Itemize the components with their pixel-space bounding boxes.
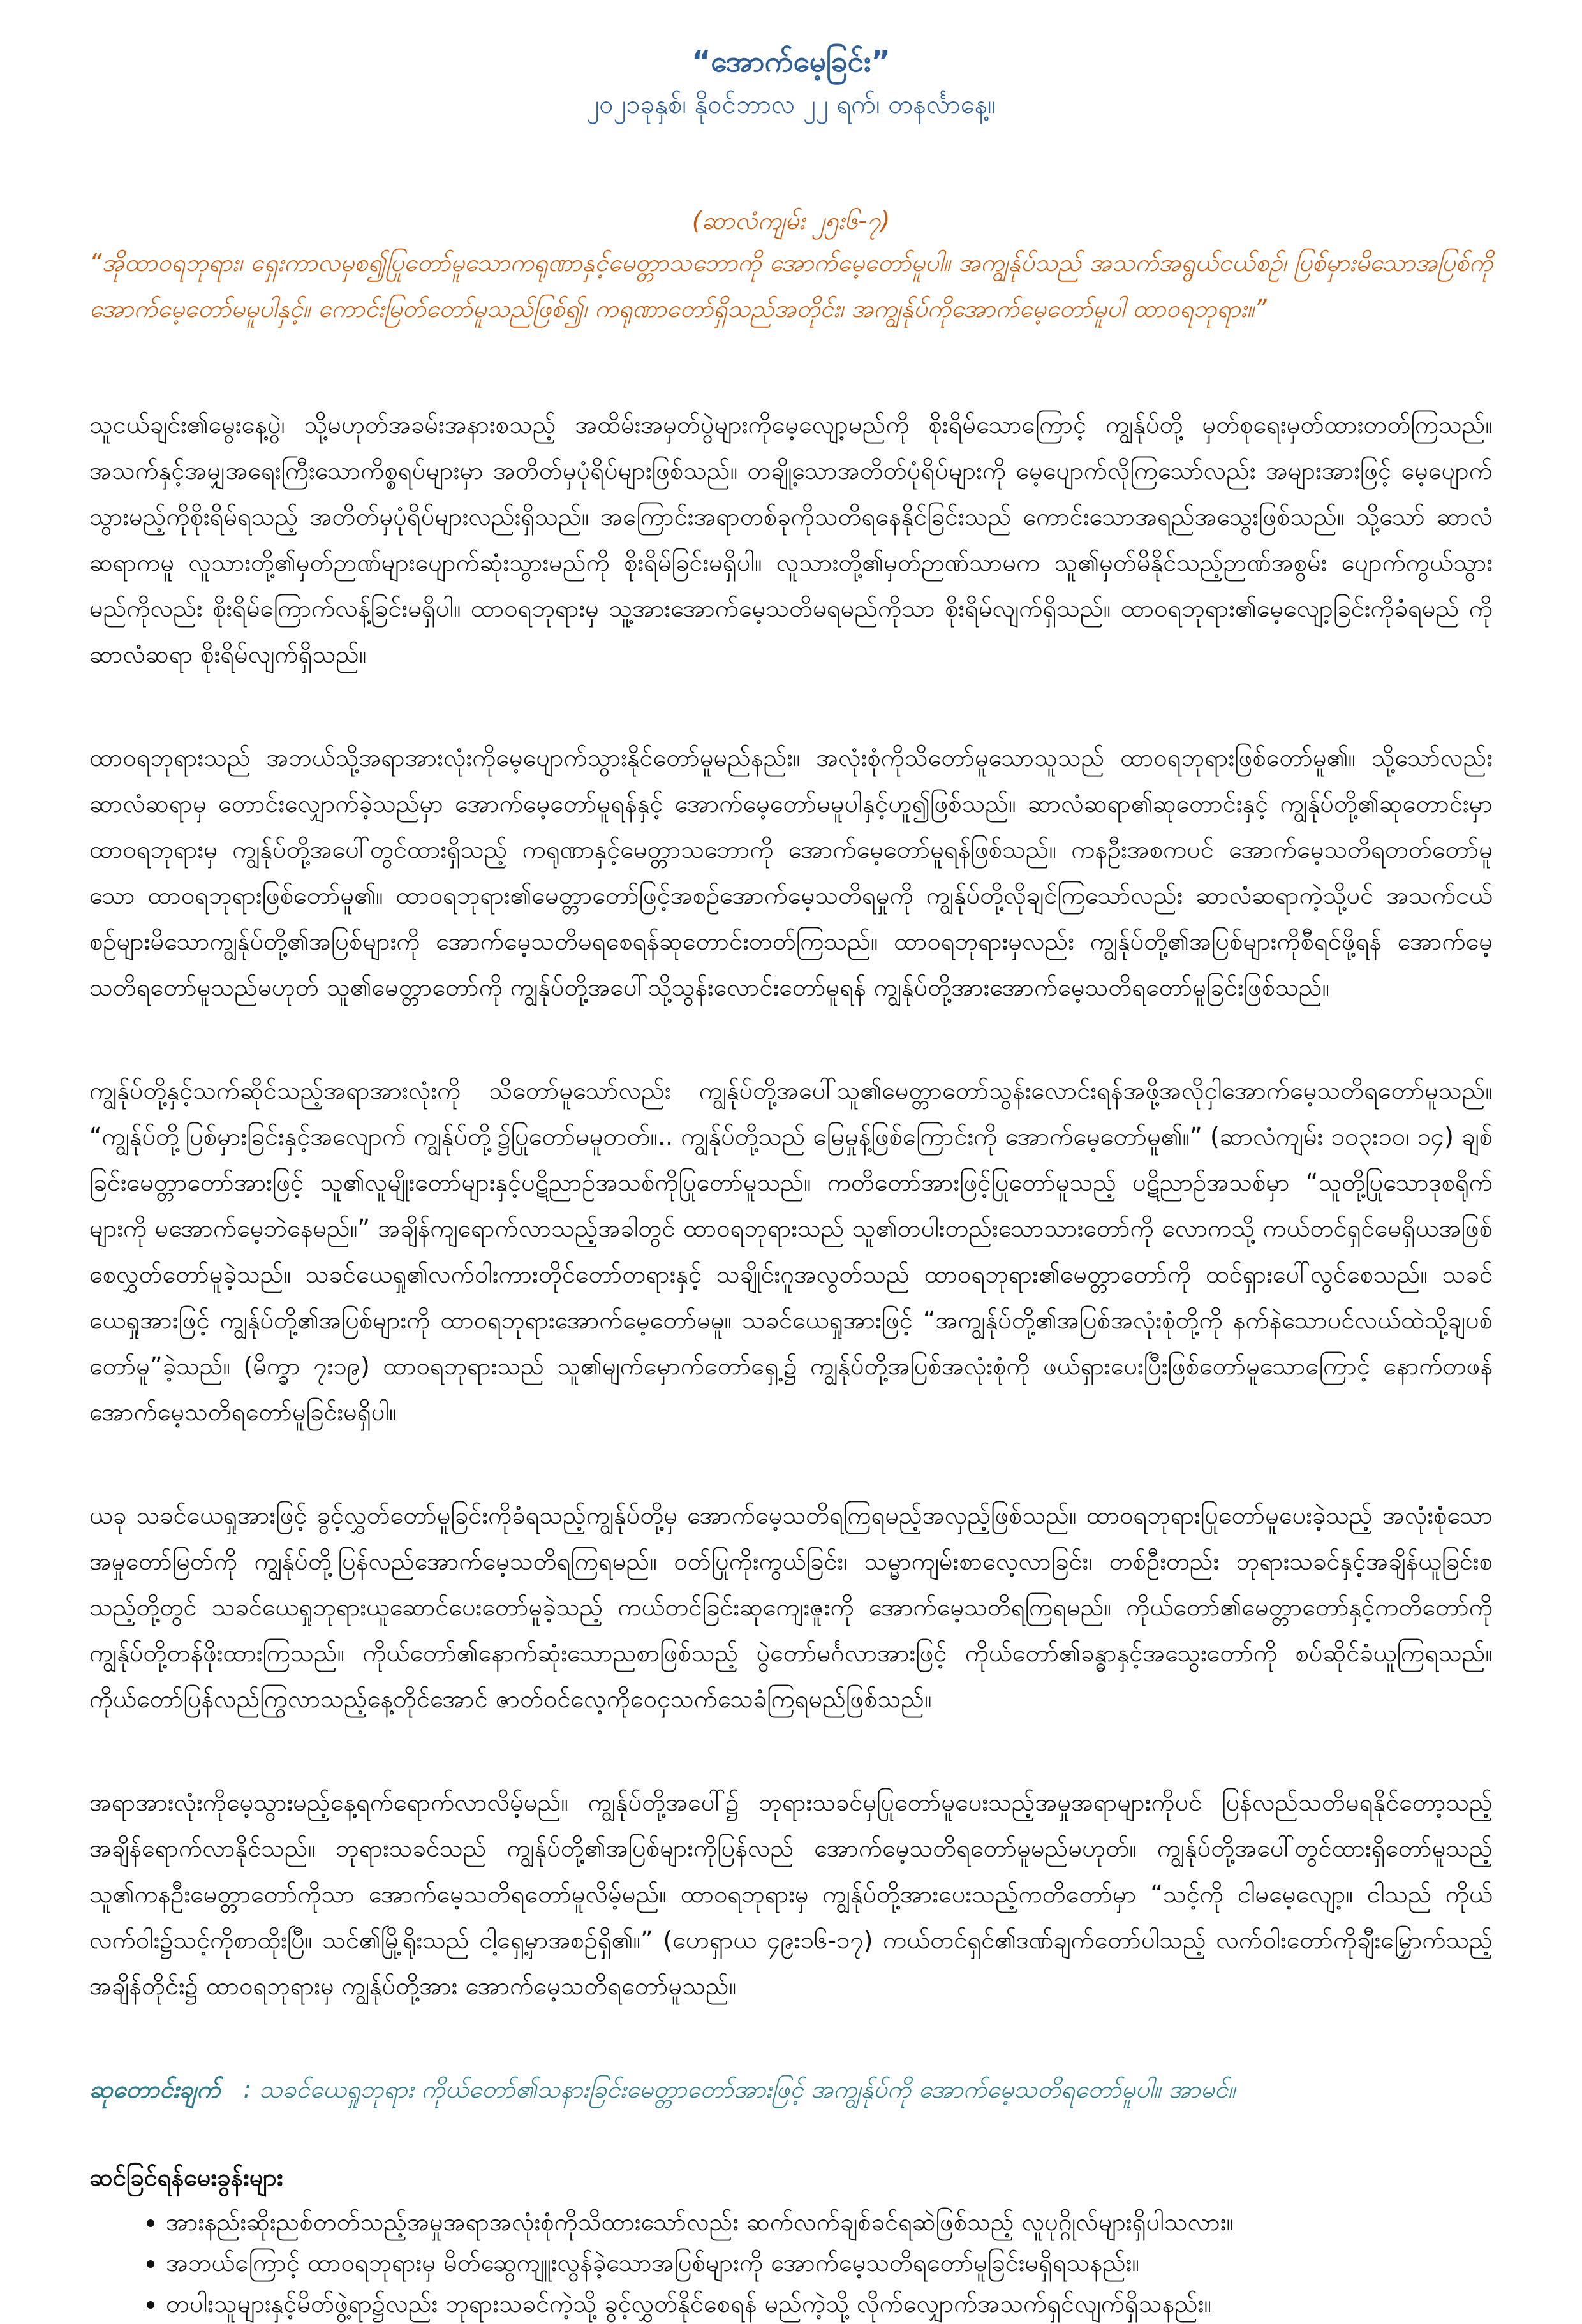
questions-list xyxy=(89,2202,1493,2324)
reflection-questions xyxy=(89,2157,1493,2324)
verse-block xyxy=(89,202,1493,332)
prayer-text: : သခင်ယေရှုဘုရား ကိုယ်တော်၏သနားခြင်းမေတ္တာတော်အားဖြင့် အကျွန်ုပ်ကို အောက်မေ့သတိရတော်မူပါ။ အာမင်။ xyxy=(243,2075,1236,2103)
questions-heading: ဆင်ခြင်ရန်မေးခွန်းများ xyxy=(89,2163,283,2191)
page-title: “အောက်မေ့ခြင်း” xyxy=(691,44,891,78)
paragraph: အရာအားလုံးကိုမေ့သွားမည့်နေ့ရက်ရောက်လာလိမ့်မည်။ ကျွန်ုပ်တို့အပေါ်၌ ဘုရားသခင်မှပြုတော်မူပေးသည့်အမှုအရာများကိုပင် ပြန်လည်သတိမရနိုင်တော့သည့် အချိန်ရောက်လာနိုင်သည်။ ဘုရားသခင်သည် ကျွန်ုပ်တို့၏အပြစ်များကိုပြန်လည် အောက်မေ့သတိရတော်မူမည်မဟုတ်။ ကျွန်ုပ်တို့အပေါ်တွင်ထားရှိတော်မူသည့် သူ၏ကနဦးမေတ္တာတော်ကိုသာ အောက်မေ့သတိရတော်မူလိမ့်မည်။ ထာဝရဘုရားမှ ကျွန်ုပ်တို့အားပေးသည့်ကတိတော်မှာ “သင့်ကို ငါမမေ့လျော့။ ငါသည် ကိုယ်လက်ဝါး၌သင့်ကိုစာထိုးပြီ။ သင်၏မြို့ရိုးသည် ငါ့ရှေ့မှာအစဉ်ရှိ၏။” (ဟေရှာယ ၄၉း၁၆-၁၇) ကယ်တင်ရှင်၏ဒဏ်ချက်တော်ပါသည့် လက်ဝါးတော်ကိုချီးမြှောက်သည့်အချိန်တိုင်း၌ ထာဝရဘုရားမှ ကျွန်ုပ်တို့အား အောက်မေ့သတိရတော်မူသည်။ xyxy=(89,1788,1493,2000)
question-item: • အဘယ်ကြောင့် ထာဝရဘုရားမှ မိတ်ဆွေကျူးလွန်ခဲ့သောအပြစ်များကို အောက်မေ့သတိရတော်မူခြင်းမရှိရသနည်း။ xyxy=(166,2242,1493,2283)
verse-reference: (ဆာလံကျမ်း ၂၅း၆-၇) xyxy=(691,207,891,235)
prayer-block xyxy=(89,2066,1493,2112)
paragraph: သူငယ်ချင်း၏မွေးနေ့ပွဲ၊ သို့မဟုတ်အခမ်းအနားစသည့် အထိမ်းအမှတ်ပွဲများကိုမေ့လျော့မည်ကို စိုးရိမ်သောကြောင့် ကျွန်ုပ်တို့ မှတ်စုရေးမှတ်ထားတတ်ကြသည်။ အသက်နှင့်အမျှအရေးကြီးသောကိစ္စရပ်များမှာ အတိတ်မှပုံရိပ်များဖြစ်သည်။ တချို့သောအတိတ်ပုံရိပ်များကို မေ့ပျောက်လိုကြသော်လည်း အများအားဖြင့် မေ့ပျောက်သွားမည့်ကိုစိုးရိမ်ရသည့် အတိတ်မှပုံရိပ်များလည်းရှိသည်။ အကြောင်းအရာတစ်ခုကိုသတိရနေနိုင်ခြင်းသည် ကောင်းသောအရည်အသွေးဖြစ်သည်။ သို့သော် ဆာလံဆရာကမူ လူသားတို့၏မှတ်ဉာဏ်များပျောက်ဆုံးသွားမည်ကို စိုးရိမ်ခြင်းမရှိပါ။ လူသားတို့၏မှတ်ဉာဏ်သာမက သူ၏မှတ်မိနိုင်သည့်ဉာဏ်အစွမ်း ပျောက်ကွယ်သွားမည်ကိုလည်း စိုးရိမ်ကြောက်လန့်ခြင်းမရှိပါ။ ထာဝရဘုရားမှ သူ့အားအောက်မေ့သတိမရမည်ကိုသာ စိုးရိမ်လျက်ရှိသည်။ ထာဝရဘုရား၏မေ့လျော့ခြင်းကိုခံရမည် ကိုဆာလံဆရာ စိုးရိမ်လျက်ရှိသည်။ xyxy=(89,411,1493,668)
date-line: ၂၀၂၁ခုနှစ်၊ နိုဝင်ဘာလ ၂၂ ရက်၊ တနင်္လာနေ့။ xyxy=(586,90,996,119)
question-item: • တပါးသူများနှင့်မိတ်ဖွဲ့ရာ၌လည်း ဘုရားသခင်ကဲ့သို့ ခွင့်လွှတ်နိုင်စေရန် မည်ကဲ့သို့ လိုက်လျှောက်အသက်ရှင်လျက်ရှိသနည်း။ xyxy=(166,2283,1493,2324)
body-text xyxy=(89,402,1493,2009)
prayer-label: ဆုတောင်းချက် xyxy=(89,2075,221,2103)
verse-text: “အိုထာဝရဘုရား၊ ရှေးကာလမှစ၍ပြုတော်မူသောကရုဏာနှင့်မေတ္တာသဘောကို အောက်မေ့တော်မူပါ။ အကျွန်ုပ်သည် အသက်အရွယ်ငယ်စဉ်၊ ပြစ်မှားမိသောအပြစ်ကိုအောက်မေ့တော်မမူပါနှင့်။ ကောင်းမြတ်တော်မူသည်ဖြစ်၍၊ ကရုဏာတော်ရှိသည်အတိုင်း၊ အကျွန်ုပ်ကိုအောက်မေ့တော်မူပါ ထာဝရဘုရား။” xyxy=(89,249,1493,323)
paragraph: ထာဝရဘုရားသည် အဘယ်သို့အရာအားလုံးကိုမေ့ပျောက်သွားနိုင်တော်မူမည်နည်း။ အလုံးစုံကိုသိတော်မူသောသူသည် ထာဝရဘုရားဖြစ်တော်မူ၏။ သို့သော်လည်းဆာလံဆရာမှ တောင်းလျှောက်ခဲ့သည်မှာ အောက်မေ့တော်မူရန်နှင့် အောက်မေ့တော်မမူပါနှင့်ဟူ၍ဖြစ်သည်။ ဆာလံဆရာ၏ဆုတောင်းနှင့် ကျွန်ုပ်တို့၏ဆုတောင်းမှာ ထာဝရဘုရားမှ ကျွန်ုပ်တို့အပေါ်တွင်ထားရှိသည့် ကရုဏာနှင့်မေတ္တာသဘောကို အောက်မေ့တော်မူရန်ဖြစ်သည်။ ကနဦးအစကပင် အောက်မေ့သတိရတတ်တော်မူသော ထာဝရဘုရားဖြစ်တော်မူ၏။ ထာဝရဘုရား၏မေတ္တာတော်ဖြင့်အစဉ်အောက်မေ့သတိရမှုကို ကျွန်ုပ်တို့လိုချင်ကြသော်လည်း ဆာလံဆရာကဲ့သို့ပင် အသက်ငယ်စဉ်များမိသောကျွန်ုပ်တို့၏အပြစ်များကို အောက်မေ့သတိမရစေရန်ဆုတောင်းတတ်ကြသည်။ ထာဝရဘုရားမှလည်း ကျွန်ုပ်တို့၏အပြစ်များကိုစီရင်ဖို့ရန် အောက်မေ့သတိရတော်မူသည်မဟုတ် သူ၏မေတ္တာတော်ကို ကျွန်ုပ်တို့အပေါ်သို့သွန်းလောင်းတော်မူရန် ကျွန်ုပ်တို့အားအောက်မေ့သတိရတော်မူခြင်းဖြစ်သည်။ xyxy=(89,744,1493,1001)
paragraph: ကျွန်ုပ်တို့နှင့်သက်ဆိုင်သည့်အရာအားလုံးကို သိတော်မူသော်လည်း ကျွန်ုပ်တို့အပေါ်သူ၏မေတ္တာတော်သွန်းလောင်းရန်အဖို့အလိုငှါအောက်မေ့သတိရတော်မူသည်။ “ကျွန်ုပ်တို့ပြစ်မှားခြင်းနှင့်အလျောက် ကျွန်ုပ်တို့၌ပြုတော်မမူတတ်။.. ကျွန်ုပ်တို့သည် မြေမှုန့်ဖြစ်ကြောင်းကို အောက်မေ့တော်မူ၏။” (ဆာလံကျမ်း ၁၀၃း၁၀၊ ၁၄) ချစ်ခြင်းမေတ္တာတော်အားဖြင့် သူ၏လူမျိုးတော်များနှင့်ပဋိညာဉ်အသစ်ကိုပြုတော်မူသည်။ ကတိတော်အားဖြင့်ပြုတော်မူသည့် ပဋိညာဉ်အသစ်မှာ “သူတို့ပြုသောဒုစရိုက်များကို မအောက်မေ့ဘဲနေမည်။” အချိန်ကျရောက်လာသည့်အခါတွင် ထာဝရဘုရားသည် သူ၏တပါးတည်းသောသားတော်ကို လောကသို့ ကယ်တင်ရှင်မေရှိယအဖြစ်စေလွှတ်တော်မူခဲ့သည်။ သခင်ယေရှု၏လက်ဝါးကားတိုင်တော်တရားနှင့် သချိုင်းဂူအလွတ်သည် ထာဝရဘုရား၏မေတ္တာတော်ကို ထင်ရှားပေါ်လွင်စေသည်။ သခင်ယေရှုအားဖြင့် ကျွန်ုပ်တို့၏အပြစ်များကို ထာဝရဘုရားအောက်မေ့တော်မမူ။ သခင်ယေရှုအားဖြင့် “အကျွန်ုပ်တို့၏အပြစ်အလုံးစုံတို့ကို နက်နဲသောပင်လယ်ထဲသို့ချပစ်တော်မူ”ခဲ့သည်။ (မိက္ခာ ၇း၁၉) ထာဝရဘုရားသည် သူ၏မျက်မှောက်တော်ရှေ့၌ ကျွန်ုပ်တို့အပြစ်အလုံးစုံကို ဖယ်ရှားပေးပြီးဖြစ်တော်မူသောကြောင့် နောက်တဖန် အောက်မေ့သတိရတော်မူခြင်းမရှိပါ။ xyxy=(89,1077,1493,1426)
question-item: • အားနည်းဆိုးညစ်တတ်သည့်အမှုအရာအလုံးစုံကိုသိထားသော်လည်း ဆက်လက်ချစ်ခင်ရဆဲဖြစ်သည့် လူပုဂ္ဂိုလ်များရှိပါသလား။ xyxy=(166,2202,1493,2242)
paragraph: ယခု သခင်ယေရှုအားဖြင့် ခွင့်လွှတ်တော်မူခြင်းကိုခံရသည့်ကျွန်ုပ်တို့မှ အောက်မေ့သတိရကြရမည့်အလှည့်ဖြစ်သည်။ ထာဝရဘုရားပြုတော်မူပေးခဲ့သည့် အလုံးစုံသောအမှုတော်မြတ်ကို ကျွန်ုပ်တို့ပြန်လည်အောက်မေ့သတိရကြရမည်။ ဝတ်ပြုကိုးကွယ်ခြင်း၊ သမ္မာကျမ်းစာလေ့လာခြင်း၊ တစ်ဦးတည်း ဘုရားသခင်နှင့်အချိန်ယူခြင်းစသည့်တို့တွင် သခင်ယေရှုဘုရားယူဆောင်ပေးတော်မူခဲ့သည့် ကယ်တင်ခြင်းဆုကျေးဇူးကို အောက်မေ့သတိရကြရမည်။ ကိုယ်တော်၏မေတ္တာတော်နှင့်ကတိတော်ကို ကျွန်ုပ်တို့တန်ဖိုးထားကြသည်။ ကိုယ်တော်၏နောက်ဆုံးသောညစာဖြစ်သည့် ပွဲတော်မင်္ဂလာအားဖြင့် ကိုယ်တော်၏ခန္ဓာနှင့်အသွေးတော်ကို စပ်ဆိုင်ခံယူကြရသည်။ ကိုယ်တော်ပြန်လည်ကြွလာသည့်နေ့တိုင်အောင် ဇာတ်ဝင်လေ့ကိုဝေငှသက်သေခံကြရမည်ဖြစ်သည်။ xyxy=(89,1501,1493,1713)
